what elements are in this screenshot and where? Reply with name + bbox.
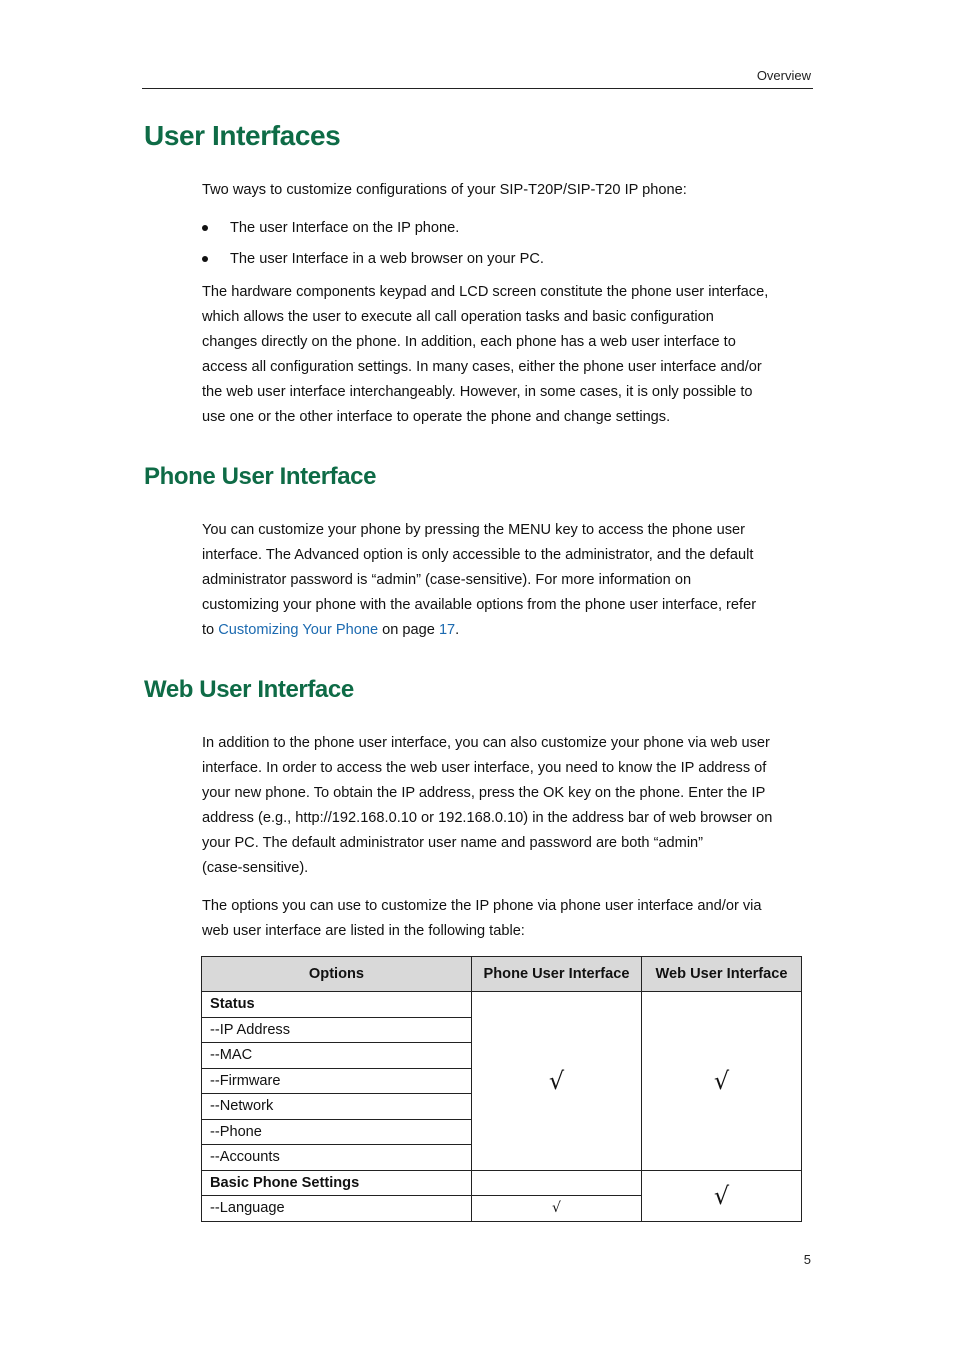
options-intro-paragraph xyxy=(202,894,814,944)
text-line: You can customize your phone by pressing the MENU key to access the phone user xyxy=(202,522,745,538)
text-line: changes directly on the phone. In addition, each phone has a web user interface to xyxy=(202,334,736,350)
header-section-title: Overview xyxy=(756,68,811,83)
phone-ui-check-language: √ xyxy=(472,1196,642,1222)
text-line: The hardware components keypad and LCD screen constitute the phone user interface, xyxy=(202,284,769,300)
option-cell: --Network xyxy=(202,1094,472,1120)
header-rule xyxy=(142,88,813,89)
text-line xyxy=(202,618,814,643)
section-title-web-ui: Web User Interface xyxy=(144,676,354,703)
option-cell: --Language xyxy=(202,1196,472,1222)
intro-paragraph: Two ways to customize configurations of your SIP-T20P/SIP-T20 IP phone: xyxy=(202,182,687,198)
table-row xyxy=(202,1170,802,1196)
table-header-row xyxy=(202,957,802,992)
web-ui-body xyxy=(202,731,814,881)
column-header-web-ui: Web User Interface xyxy=(642,957,802,992)
text-line: your PC. The default administrator user name and password are both “admin” xyxy=(202,835,704,851)
bullet-text: The user Interface on the IP phone. xyxy=(230,220,460,236)
text-fragment: . xyxy=(455,622,460,638)
empty-cell xyxy=(472,1170,642,1196)
page-17-link[interactable]: 17 xyxy=(438,622,456,638)
text-line: web user interface are listed in the following table: xyxy=(202,923,525,939)
bullet-icon xyxy=(202,256,208,262)
table-row xyxy=(202,992,802,1018)
text-line: interface. In order to access the web user interface, you need to know the IP address of xyxy=(202,760,767,776)
section-title-user-interfaces: User Interfaces xyxy=(144,120,341,151)
option-cell: --Phone xyxy=(202,1119,472,1145)
web-ui-check-basic: √ xyxy=(642,1170,802,1221)
group-label-status: Status xyxy=(202,992,472,1018)
text-line: customizing your phone with the available options from the phone user interface, refer xyxy=(202,597,757,613)
text-line: In addition to the phone user interface, you can also customize your phone via web user xyxy=(202,735,770,751)
text-fragment: to xyxy=(202,622,219,638)
options-table xyxy=(201,956,802,1222)
option-cell: --IP Address xyxy=(202,1017,472,1043)
bullet-text: The user Interface in a web browser on your PC. xyxy=(230,251,544,267)
text-line: use one or the other interface to operate the phone and change settings. xyxy=(202,409,671,425)
phone-ui-body xyxy=(202,518,814,643)
text-line: which allows the user to execute all call operation tasks and basic configuration xyxy=(202,309,714,325)
column-header-options: Options xyxy=(202,957,472,992)
user-interfaces-body xyxy=(202,280,814,430)
text-line: (case-sensitive). xyxy=(202,860,309,876)
text-line: your new phone. To obtain the IP address, press the OK key on the phone. Enter the IP xyxy=(202,785,766,801)
phone-ui-check-status: √ xyxy=(472,992,642,1171)
option-cell: --Accounts xyxy=(202,1145,472,1171)
text-line: the web user interface interchangeably. However, in some cases, it is only possible to xyxy=(202,384,753,400)
section-title-phone-ui: Phone User Interface xyxy=(144,463,377,490)
group-label-basic-phone-settings: Basic Phone Settings xyxy=(202,1170,472,1196)
page-number: 5 xyxy=(803,1252,811,1267)
customizing-your-phone-link[interactable]: Customizing Your Phone xyxy=(218,622,379,638)
column-header-phone-ui: Phone User Interface xyxy=(472,957,642,992)
text-fragment: on page xyxy=(378,622,439,638)
option-cell: --Firmware xyxy=(202,1068,472,1094)
text-line: The options you can use to customize the IP phone via phone user interface and/or via xyxy=(202,898,762,914)
text-line: access all configuration settings. In many cases, either the phone user interface and/or xyxy=(202,359,762,375)
text-line: interface. The Advanced option is only accessible to the administrator, and the default xyxy=(202,547,754,563)
web-ui-check-status: √ xyxy=(642,992,802,1171)
bullet-icon xyxy=(202,225,208,231)
text-line: administrator password is “admin” (case-sensitive). For more information on xyxy=(202,572,692,588)
option-cell: --MAC xyxy=(202,1043,472,1069)
text-line: address (e.g., http://192.168.0.10 or 192.168.0.10) in the address bar of web browser on xyxy=(202,810,773,826)
